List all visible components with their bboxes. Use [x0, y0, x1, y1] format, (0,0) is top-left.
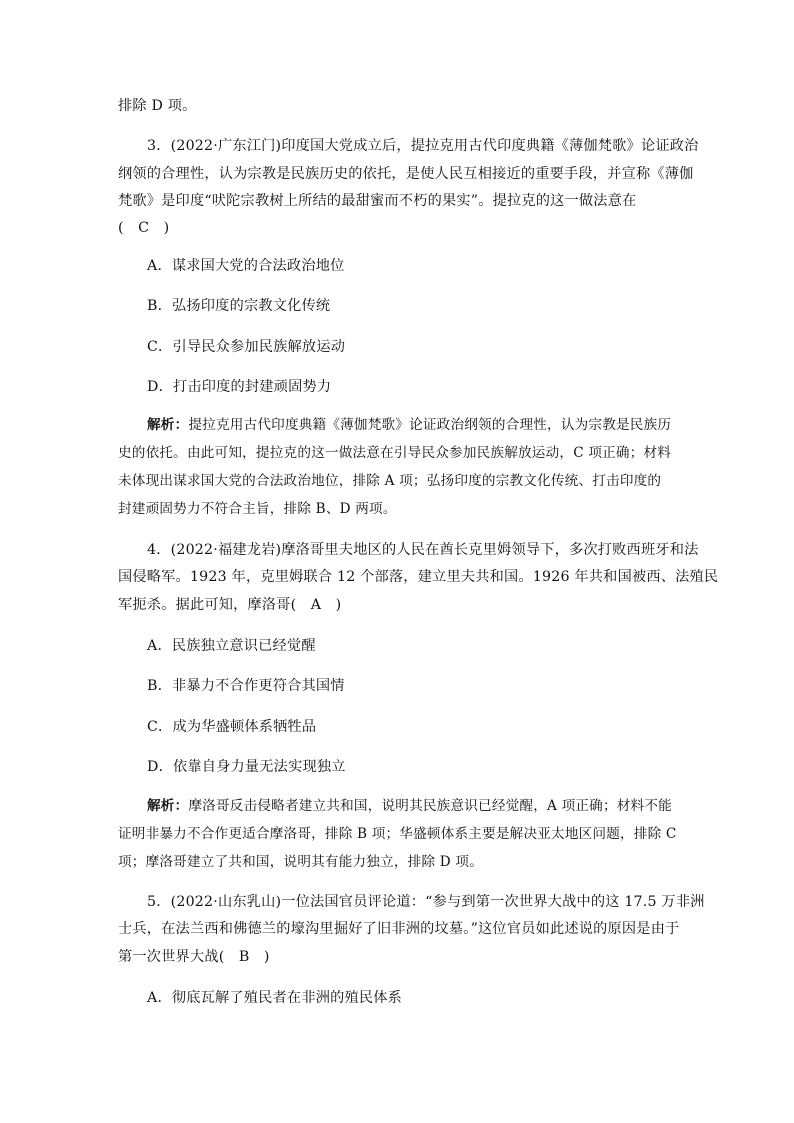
text-line: 排除 D 项。 — [118, 98, 197, 114]
text-line: 梵歌》是印度“吠陀宗教树上所结的最甜蜜而不朽的果实”。提拉克的这一做法意在 — [118, 193, 637, 209]
text-line: 士兵，在法兰西和佛德兰的壕沟里掘好了旧非洲的坟墓。”这位官员如此述说的原因是由于 — [118, 921, 680, 937]
option-d: D．打击印度的封建顽固势力 — [147, 379, 332, 395]
explanation-text: 提拉克用古代印度典籍《薄伽梵歌》论证政治纲领的合理性，认为宗教是民族历 — [188, 417, 672, 433]
option-b: B．弘扬印度的宗教文化传统 — [147, 298, 331, 314]
explanation-text: 摩洛哥反击侵略者建立共和国，说明其民族意识已经觉醒，A 项正确；材料不能 — [188, 798, 672, 814]
explanation-line — [147, 796, 707, 816]
explanation-line: 项；摩洛哥建立了共和国，说明其有能力独立，排除 D 项。 — [118, 854, 483, 870]
text-line: 第一次世界大战( B ) — [118, 949, 270, 965]
explanation-line: 未体现出谋求国大党的合法政治地位，排除 A 项；弘扬印度的宗教文化传统、打击印度的 — [118, 473, 662, 489]
question-5-stem: 5．(2022·山东乳山)一位法国官员评论道：“参与到第一次世界大战中的这 17.5 万非洲 — [147, 894, 705, 910]
explanation-line: 封建顽固势力不符合主旨，排除 B、D 两项。 — [118, 501, 397, 517]
option-d: D．依靠自身力量无法实现独立 — [147, 759, 346, 775]
explanation-line: 史的依托。由此可知，提拉克的这一做法意在引导民众参加民族解放运动，C 项正确；材料 — [118, 445, 672, 461]
option-c: C．成为华盛顿体系牺牲品 — [147, 719, 317, 735]
explanation-label: 解析： — [147, 798, 189, 814]
text-line: 纲领的合理性，认为宗教是民族历史的依托，是使人民互相接近的重要手段，并宣称《薄伽 — [118, 166, 694, 182]
question-4-stem: 4．(2022·福建龙岩)摩洛哥里夫地区的人民在酋长克里姆领导下，多次打败西班牙和法 — [147, 542, 699, 558]
option-a: A．彻底瓦解了殖民者在非洲的殖民体系 — [147, 990, 403, 1006]
option-a: A．谋求国大党的合法政治地位 — [147, 258, 345, 274]
option-c: C．引导民众参加民族解放运动 — [147, 339, 346, 355]
answer-bracket: ( C ) — [118, 220, 170, 236]
option-a: A．民族独立意识已经觉醒 — [147, 638, 316, 654]
explanation-label: 解析： — [147, 417, 189, 433]
text-line: 军扼杀。据此可知，摩洛哥( A ) — [118, 597, 342, 613]
explanation-line — [147, 415, 707, 435]
option-b: B．非暴力不合作更符合其国情 — [147, 678, 345, 694]
explanation-line: 证明非暴力不合作更适合摩洛哥，排除 B 项；华盛顿体系主要是解决亚太地区问题，排除 C — [118, 826, 677, 842]
text-line: 国侵略军。1923 年，克里姆联合 12 个部落，建立里夫共和国。1926 年共和国被西、法殖民 — [118, 569, 719, 585]
question-3-stem: 3．(2022·广东江门)印度国大党成立后，提拉克用古代印度典籍《薄伽梵歌》论证政治 — [147, 138, 699, 154]
